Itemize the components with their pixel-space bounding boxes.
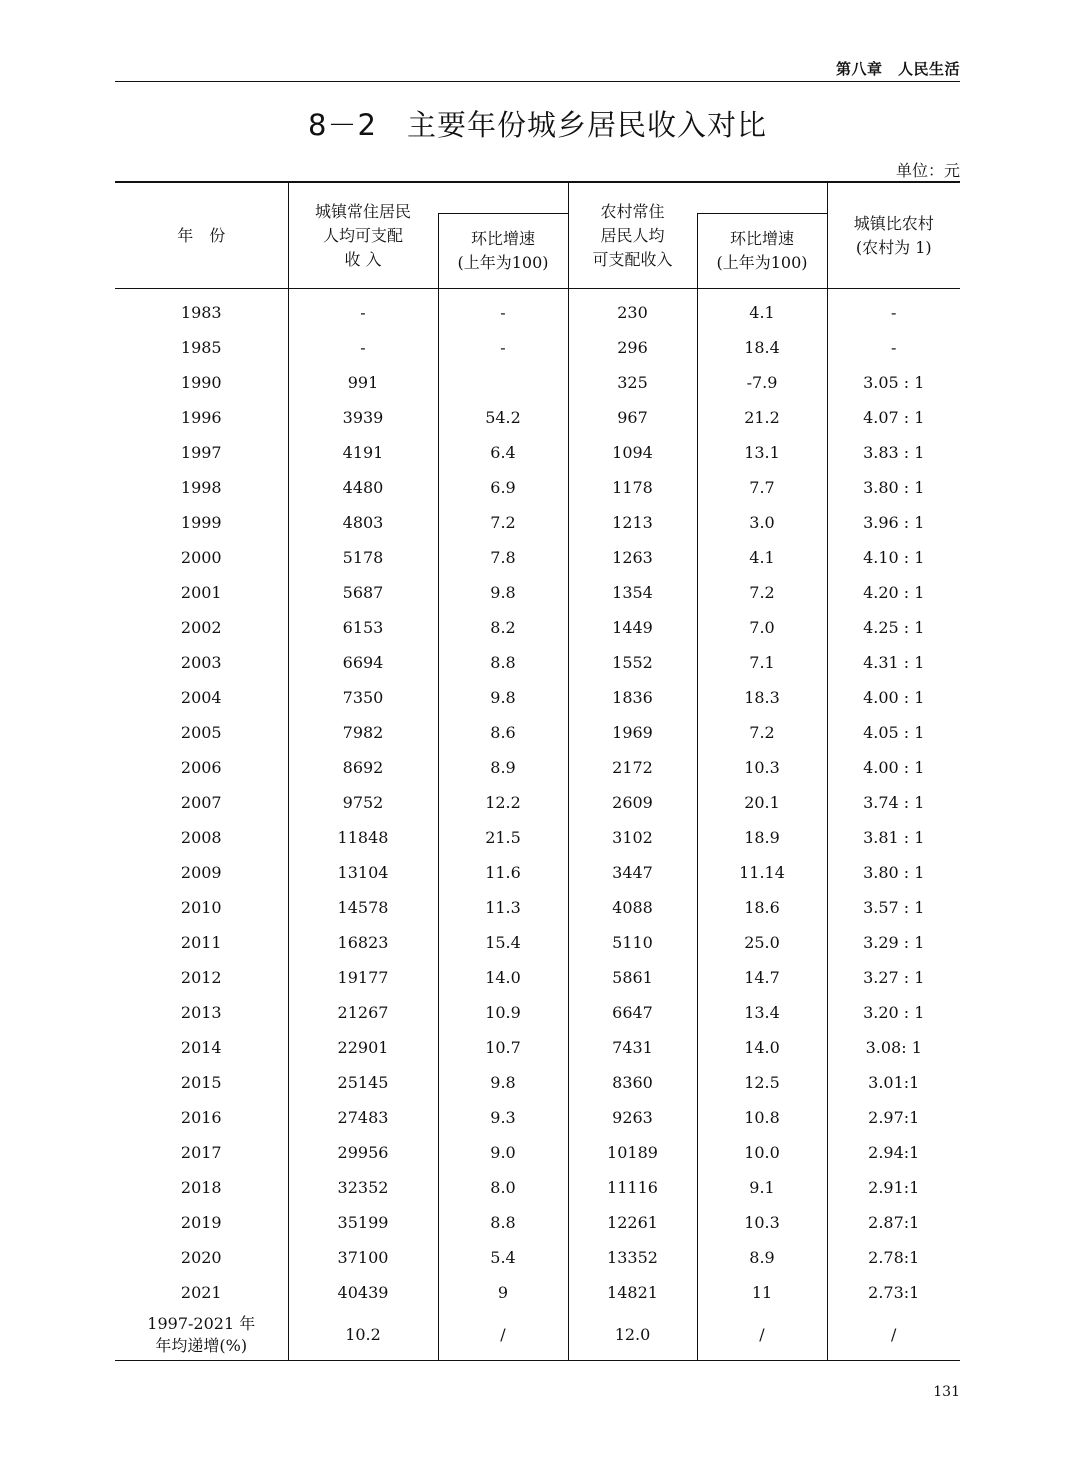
header-rural-growth: 环比增速 (上年为100) (697, 214, 827, 289)
cell-rural-growth: 12.5 (697, 1065, 827, 1100)
cell-ratio: 3.01:1 (868, 1073, 920, 1092)
cell-urban-growth: 8.8 (438, 645, 568, 680)
cell-urban-growth: 11.3 (438, 890, 568, 925)
cell-urban-income: 11848 (288, 820, 438, 855)
cell-rural-income: 6647 (568, 995, 697, 1030)
table-row (115, 1275, 960, 1310)
cell-year: 2002 (115, 610, 288, 645)
table-row (115, 1170, 960, 1205)
cell-urban-growth: 11.6 (438, 855, 568, 890)
cell-rural-income: 2172 (568, 750, 697, 785)
cell-rural-income: 1969 (568, 715, 697, 750)
cell-urban-income: 32352 (288, 1170, 438, 1205)
summary-urban-income: 10.2 (288, 1310, 438, 1361)
cell-urban-growth: 15.4 (438, 925, 568, 960)
header-rule (115, 81, 960, 82)
cell-urban-growth: 8.8 (438, 1205, 568, 1240)
cell-urban-income: 19177 (288, 960, 438, 995)
cell-ratio: 3.80 : 1 (863, 863, 925, 882)
cell-urban-growth: 6.9 (438, 470, 568, 505)
table-row (115, 1205, 960, 1240)
cell-year: 1997 (115, 435, 288, 470)
cell-year: 2021 (115, 1275, 288, 1310)
cell-urban-income: 27483 (288, 1100, 438, 1135)
cell-rural-growth: 7.2 (697, 575, 827, 610)
cell-year: 2010 (115, 890, 288, 925)
header-rural-growth-top (697, 182, 827, 214)
table-row (115, 400, 960, 435)
cell-rural-income: 9263 (568, 1100, 697, 1135)
table-row (115, 575, 960, 610)
cell-urban-growth: 9.3 (438, 1100, 568, 1135)
cell-year: 2004 (115, 680, 288, 715)
cell-rural-income: 1552 (568, 645, 697, 680)
cell-urban-growth: 7.2 (438, 505, 568, 540)
cell-rural-growth: 14.7 (697, 960, 827, 995)
cell-year: 2013 (115, 995, 288, 1030)
summary-year: 1997-2021 年 年均递增(%) (115, 1310, 288, 1361)
cell-ratio: 4.05 : 1 (863, 723, 925, 742)
cell-rural-income: 11116 (568, 1170, 697, 1205)
table-row (115, 820, 960, 855)
table-row (115, 505, 960, 540)
cell-rural-growth: 11.14 (697, 855, 827, 890)
cell-rural-growth: 4.1 (697, 540, 827, 575)
cell-urban-income: 22901 (288, 1030, 438, 1065)
cell-year: 2018 (115, 1170, 288, 1205)
cell-year: 1996 (115, 400, 288, 435)
cell-rural-growth: 10.3 (697, 750, 827, 785)
cell-rural-income: 1836 (568, 680, 697, 715)
cell-urban-growth: 7.8 (438, 540, 568, 575)
cell-urban-growth: 9.8 (438, 1065, 568, 1100)
cell-rural-growth: 18.9 (697, 820, 827, 855)
cell-rural-growth: 8.9 (697, 1240, 827, 1275)
cell-ratio: 3.20 : 1 (863, 1003, 925, 1022)
cell-rural-income: 4088 (568, 890, 697, 925)
cell-urban-growth: 6.4 (438, 435, 568, 470)
cell-urban-income: 3939 (288, 400, 438, 435)
cell-rural-income: 1354 (568, 575, 697, 610)
cell-rural-income: 1178 (568, 470, 697, 505)
cell-year: 2020 (115, 1240, 288, 1275)
header-rural-income: 农村常住 居民人均 可支配收入 (592, 201, 673, 269)
table-row (115, 470, 960, 505)
header-ratio: 城镇比农村 (农村为 1) (853, 213, 934, 257)
cell-rural-income: 230 (568, 289, 697, 331)
table-row (115, 610, 960, 645)
table-row (115, 435, 960, 470)
cell-rural-income: 1263 (568, 540, 697, 575)
cell-rural-growth: 7.1 (697, 645, 827, 680)
table-row (115, 960, 960, 995)
cell-rural-growth: 20.1 (697, 785, 827, 820)
cell-rural-growth: 10.8 (697, 1100, 827, 1135)
income-table (115, 181, 960, 1361)
cell-year: 2005 (115, 715, 288, 750)
table-row (115, 680, 960, 715)
cell-year: 2017 (115, 1135, 288, 1170)
cell-ratio: 2.94:1 (868, 1143, 920, 1162)
cell-rural-growth: 10.3 (697, 1205, 827, 1240)
cell-urban-income: 991 (288, 365, 438, 400)
cell-rural-growth: 18.6 (697, 890, 827, 925)
cell-year: 2016 (115, 1100, 288, 1135)
cell-year: 2007 (115, 785, 288, 820)
cell-urban-income: 5178 (288, 540, 438, 575)
cell-year: 2019 (115, 1205, 288, 1240)
cell-urban-income: 7350 (288, 680, 438, 715)
summary-urban-growth: / (438, 1310, 568, 1361)
cell-urban-income: - (288, 330, 438, 365)
cell-rural-growth: 25.0 (697, 925, 827, 960)
cell-urban-growth: 9.8 (438, 680, 568, 715)
cell-rural-growth: 7.0 (697, 610, 827, 645)
cell-urban-growth: - (438, 289, 568, 331)
cell-urban-income: - (288, 289, 438, 331)
cell-urban-growth: 12.2 (438, 785, 568, 820)
cell-urban-growth: 8.6 (438, 715, 568, 750)
cell-urban-growth: - (438, 330, 568, 365)
cell-urban-income: 4803 (288, 505, 438, 540)
cell-urban-growth: 54.2 (438, 400, 568, 435)
table-body (115, 289, 960, 1361)
cell-year: 2000 (115, 540, 288, 575)
cell-rural-growth: 3.0 (697, 505, 827, 540)
cell-rural-growth: 21.2 (697, 400, 827, 435)
cell-urban-growth: 8.9 (438, 750, 568, 785)
table-row (115, 995, 960, 1030)
cell-rural-growth: 10.0 (697, 1135, 827, 1170)
cell-urban-income: 6694 (288, 645, 438, 680)
cell-ratio: 2.91:1 (868, 1178, 920, 1197)
cell-ratio: 4.07 : 1 (863, 408, 925, 427)
cell-ratio: 2.87:1 (868, 1213, 920, 1232)
cell-ratio: 4.31 : 1 (863, 653, 925, 672)
table-row (115, 785, 960, 820)
cell-ratio: 4.10 : 1 (863, 548, 925, 567)
header-urban-income: 城镇常住居民 人均可支配 收 入 (314, 201, 411, 269)
summary-rural-income: 12.0 (568, 1310, 697, 1361)
cell-rural-income: 3102 (568, 820, 697, 855)
cell-year: 1985 (115, 330, 288, 365)
cell-urban-income: 7982 (288, 715, 438, 750)
cell-rural-income: 5861 (568, 960, 697, 995)
table-row (115, 925, 960, 960)
cell-urban-income: 25145 (288, 1065, 438, 1100)
cell-urban-income: 9752 (288, 785, 438, 820)
cell-urban-income: 40439 (288, 1275, 438, 1310)
cell-rural-income: 1094 (568, 435, 697, 470)
cell-rural-income: 1213 (568, 505, 697, 540)
cell-year: 1999 (115, 505, 288, 540)
cell-urban-growth: 5.4 (438, 1240, 568, 1275)
cell-ratio: 2.97:1 (868, 1108, 920, 1127)
cell-ratio: 3.08: 1 (865, 1038, 922, 1057)
cell-ratio: 4.25 : 1 (863, 618, 925, 637)
cell-year: 2006 (115, 750, 288, 785)
table-row (115, 330, 960, 365)
cell-ratio: 2.73:1 (868, 1283, 920, 1302)
table-row (115, 715, 960, 750)
table-row (115, 890, 960, 925)
cell-ratio: 3.27 : 1 (863, 968, 925, 987)
cell-rural-growth: 7.7 (697, 470, 827, 505)
cell-rural-income: 967 (568, 400, 697, 435)
summary-row (115, 1310, 960, 1361)
cell-urban-income: 35199 (288, 1205, 438, 1240)
cell-year: 1983 (115, 289, 288, 331)
cell-rural-income: 3447 (568, 855, 697, 890)
cell-ratio: 4.00 : 1 (863, 688, 925, 707)
cell-rural-growth: -7.9 (697, 365, 827, 400)
cell-rural-growth: 9.1 (697, 1170, 827, 1205)
chapter-header: 第八章 人民生活 (835, 60, 960, 78)
cell-rural-income: 12261 (568, 1205, 697, 1240)
cell-urban-growth (438, 365, 568, 400)
cell-rural-income: 296 (568, 330, 697, 365)
cell-urban-income: 4191 (288, 435, 438, 470)
cell-urban-income: 13104 (288, 855, 438, 890)
header-year: 年 份 (115, 182, 288, 289)
cell-rural-income: 325 (568, 365, 697, 400)
table-row (115, 750, 960, 785)
cell-rural-growth: 7.2 (697, 715, 827, 750)
cell-year: 2015 (115, 1065, 288, 1100)
table-row (115, 365, 960, 400)
cell-ratio: 3.05 : 1 (863, 373, 925, 392)
cell-year: 2012 (115, 960, 288, 995)
cell-rural-growth: 14.0 (697, 1030, 827, 1065)
summary-rural-growth: / (697, 1310, 827, 1361)
cell-ratio: 3.96 : 1 (863, 513, 925, 532)
cell-rural-income: 8360 (568, 1065, 697, 1100)
cell-urban-growth: 9.0 (438, 1135, 568, 1170)
cell-rural-growth: 11 (697, 1275, 827, 1310)
cell-urban-income: 37100 (288, 1240, 438, 1275)
cell-rural-growth: 4.1 (697, 289, 827, 331)
cell-rural-income: 10189 (568, 1135, 697, 1170)
cell-urban-income: 8692 (288, 750, 438, 785)
cell-rural-growth: 18.3 (697, 680, 827, 715)
cell-year: 2003 (115, 645, 288, 680)
table-row (115, 645, 960, 680)
header-urban-growth-top (438, 182, 568, 214)
cell-ratio: 3.83 : 1 (863, 443, 925, 462)
cell-ratio: 3.81 : 1 (863, 828, 925, 847)
page-title: 8－2 主要年份城乡居民收入对比 (308, 108, 767, 142)
cell-ratio: 4.20 : 1 (863, 583, 925, 602)
cell-urban-income: 16823 (288, 925, 438, 960)
cell-year: 1990 (115, 365, 288, 400)
cell-urban-growth: 10.9 (438, 995, 568, 1030)
cell-ratio: 3.29 : 1 (863, 933, 925, 952)
cell-ratio: 3.74 : 1 (863, 793, 925, 812)
cell-rural-income: 2609 (568, 785, 697, 820)
cell-rural-income: 5110 (568, 925, 697, 960)
cell-rural-income: 14821 (568, 1275, 697, 1310)
cell-ratio: 3.57 : 1 (863, 898, 925, 917)
unit-label: 单位：元 (895, 161, 960, 180)
cell-ratio: - (891, 303, 897, 322)
cell-ratio: 4.00 : 1 (863, 758, 925, 777)
table-row (115, 1030, 960, 1065)
cell-urban-income: 21267 (288, 995, 438, 1030)
cell-urban-growth: 14.0 (438, 960, 568, 995)
table-row (115, 289, 960, 331)
cell-year: 2014 (115, 1030, 288, 1065)
table-row (115, 1240, 960, 1275)
cell-year: 2001 (115, 575, 288, 610)
table-row (115, 855, 960, 890)
cell-urban-growth: 8.2 (438, 610, 568, 645)
cell-urban-income: 4480 (288, 470, 438, 505)
cell-ratio: - (891, 338, 897, 357)
cell-urban-income: 6153 (288, 610, 438, 645)
summary-ratio: / (891, 1325, 897, 1344)
cell-urban-income: 14578 (288, 890, 438, 925)
cell-urban-growth: 10.7 (438, 1030, 568, 1065)
cell-year: 2009 (115, 855, 288, 890)
table-row (115, 1135, 960, 1170)
cell-urban-growth: 8.0 (438, 1170, 568, 1205)
cell-ratio: 2.78:1 (868, 1248, 920, 1267)
cell-year: 2008 (115, 820, 288, 855)
cell-urban-growth: 9 (438, 1275, 568, 1310)
cell-urban-income: 29956 (288, 1135, 438, 1170)
table-row (115, 1100, 960, 1135)
table-row (115, 1065, 960, 1100)
cell-ratio: 3.80 : 1 (863, 478, 925, 497)
table-row (115, 540, 960, 575)
cell-urban-growth: 9.8 (438, 575, 568, 610)
table-header (115, 182, 960, 289)
cell-urban-income: 5687 (288, 575, 438, 610)
cell-rural-income: 7431 (568, 1030, 697, 1065)
cell-rural-growth: 13.1 (697, 435, 827, 470)
cell-rural-growth: 13.4 (697, 995, 827, 1030)
cell-urban-growth: 21.5 (438, 820, 568, 855)
cell-rural-income: 1449 (568, 610, 697, 645)
header-urban-growth: 环比增速 (上年为100) (438, 214, 568, 289)
cell-year: 1998 (115, 470, 288, 505)
cell-rural-income: 13352 (568, 1240, 697, 1275)
cell-rural-growth: 18.4 (697, 330, 827, 365)
cell-year: 2011 (115, 925, 288, 960)
page-number: 131 (933, 1384, 960, 1400)
